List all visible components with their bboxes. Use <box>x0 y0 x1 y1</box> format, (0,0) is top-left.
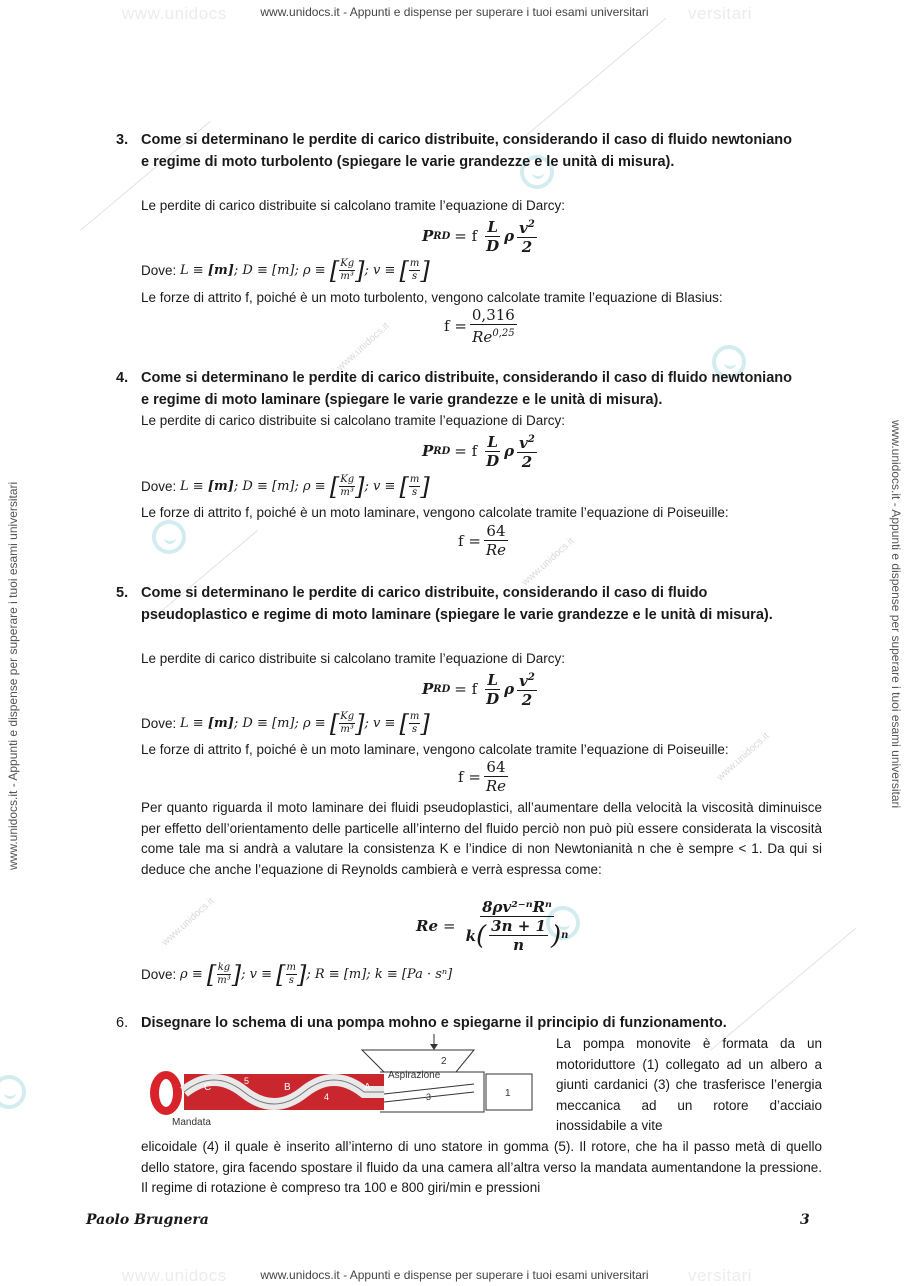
poiseuille-equation: f = $\frac{64}{Re}$ <box>458 522 507 559</box>
blasius-equation: f = $\frac{0,316}{Re^{0,25}}$ <box>444 306 515 346</box>
darcy-l-over-d: $\frac{L}{D}$ <box>486 217 500 255</box>
mohno-pump-diagram <box>144 1032 544 1132</box>
unidocs-logo-icon <box>0 1075 26 1109</box>
reynolds-equation: Re = 8ρv²⁻ⁿRⁿ k ( $\frac{3n + 1}{n}$ ) n <box>416 898 569 954</box>
label-4: 4 <box>324 1092 330 1102</box>
dove-units-line: Dove: L ≡ [m] ; D ≡ [m] ; ρ ≡ [ Kg m³ ] ; v ≡ [ m s ] <box>141 256 430 285</box>
question-number: 3. <box>116 132 129 148</box>
darcy-rho: ρ <box>504 227 515 245</box>
ghost-watermark-left-bottom: www.unidocs <box>122 1266 227 1285</box>
dove-label: Dove: <box>141 263 177 278</box>
darcy-intro: Le perdite di carico distribuite si calcolano tramite l’equazione di Darcy: <box>141 198 565 213</box>
darcy-v2-over-2: $\frac{v^2}{2}$ <box>517 216 537 256</box>
question-number: 6. <box>116 1015 129 1031</box>
right-side-watermark: www.unidocs.it - Appunti e dispense per superare i tuoi esami universitari <box>889 420 903 809</box>
darcy-lhs: P <box>422 227 434 245</box>
faint-site-watermark: www.unidocs.it <box>160 895 217 949</box>
question-3-heading <box>116 129 796 173</box>
darcy-lhs-sub: RD <box>433 230 451 242</box>
feed-arrow-head <box>430 1044 438 1050</box>
top-watermark-banner: www.unidocs.it - Appunti e dispense per superare i tuoi esami universitari <box>260 5 649 19</box>
darcy-intro: Le perdite di carico distribuite si calcolano tramite l’equazione di Darcy: <box>141 651 565 666</box>
darcy-equation <box>422 216 540 256</box>
reynolds-denominator: k ( $\frac{3n + 1}{n}$ ) n <box>465 917 569 954</box>
blasius-denominator: Re <box>472 328 493 346</box>
faint-site-watermark: www.unidocs.it <box>715 730 772 784</box>
label-2: 2 <box>441 1056 447 1067</box>
darcy-equation: P RD = f $\frac{L}{D}$ ρ $\frac{v^2}{2}$ <box>422 670 535 709</box>
reynolds-lhs: Re <box>416 917 439 935</box>
label-a: A <box>364 1082 371 1093</box>
bottom-watermark-banner: www.unidocs.it - Appunti e dispense per superare i tuoi esami universitari <box>260 1268 649 1282</box>
label-5: 5 <box>244 1076 250 1086</box>
faint-site-watermark: www.unidocs.it <box>520 535 577 589</box>
ghost-watermark-right-bottom: versitari <box>688 1266 753 1285</box>
blasius-intro: Le forze di attrito f, poiché è un moto turbolento, vengono calcolate tramite l’equazione di Blasius: <box>141 290 723 305</box>
label-aspirazione: Aspirazione <box>388 1070 441 1081</box>
question-number: 4. <box>116 370 129 386</box>
question-title: Come si determinano le perdite di carico distribuite, considerando il caso di fluido newtoniano e regime di moto laminare (spiegare le varie grandezze e le unità di misura). <box>141 370 792 408</box>
unidocs-logo-icon <box>152 520 186 554</box>
poiseuille-intro: Le forze di attrito f, poiché è un moto laminare, vengono calcolate tramite l’equazione di Poiseuille: <box>141 742 729 757</box>
question-title: Come si determinano le perdite di carico distribuite, considerando il caso di fluido pseudoplastico e regime di moto laminare (spiegare le varie grandezze e le unità di misura). <box>141 585 773 623</box>
footer-page-number: 3 <box>800 1212 810 1228</box>
label-b: B <box>284 1082 291 1093</box>
label-1: 1 <box>505 1088 511 1099</box>
dove-units-line: Dove: L ≡ [m] ; D ≡ [m] ; ρ ≡ [ Kg m³ ] ; v ≡ [ m s ] <box>141 709 430 738</box>
pump-description-body: elicoidale (4) il quale è inserito all’interno di uno statore in gomma (5). Il rotore, che ha il passo metà di quello dello statore, gira facendo spostare il fluido da una camera all’altra verso la mandata aumentandone la pressione. Il regime di rotazione è compreso tra 100 e 800 giri/min e pressioni <box>141 1139 822 1195</box>
pseudoplastic-paragraph: Per quanto riguarda il moto laminare dei fluidi pseudoplastici, all’aumentare della velocità la viscosità diminuisce per effetto dell’orientamento delle particelle all’interno del fluido perciò non può più essere considerata la viscosità come tale ma si andrà a valutare la consistenza K e l’indice di non Newtonianità n che è sempre < 1. Da qui si deduce che anche l’equazione di Reynolds cambierà e verrà espressa come: <box>141 800 822 877</box>
faint-site-watermark: www.unidocs.it <box>335 320 392 374</box>
question-4-heading <box>116 367 796 411</box>
label-mandata: Mandata <box>172 1117 211 1128</box>
question-5-heading <box>116 582 796 626</box>
dove-units-line: Dove: L ≡ [m] ; D ≡ [m] ; ρ ≡ [ Kg m³ ] ; v ≡ [ m s ] <box>141 472 430 501</box>
pump-description-side: La pompa monovite è formata da un motoriduttore (1) collegato ad un albero a giunti cardanici (3) che trasferisce l’energia meccanica ad un rotore d’acciaio inossidabile a vite <box>556 1036 822 1133</box>
footer-author: Paolo Brugnera <box>86 1212 209 1228</box>
reynolds-numerator: 8ρv²⁻ⁿRⁿ <box>482 898 552 916</box>
ghost-watermark-right: versitari <box>688 4 753 23</box>
dove5-units-line: Dove: ρ ≡ [ kg m³ ] ; v ≡ [ m s ] ; R ≡ [m]; k ≡ [Pa · sⁿ] <box>141 960 453 989</box>
suction-hopper <box>362 1050 474 1072</box>
ghost-watermark-left: www.unidocs <box>122 4 227 23</box>
question-6-heading <box>116 1012 796 1034</box>
blasius-numerator: 0,316 <box>471 306 515 324</box>
darcy-equals: = f <box>454 227 478 245</box>
label-c: C <box>204 1082 212 1093</box>
left-side-watermark: www.unidocs.it - Appunti e dispense per superare i tuoi esami universitari <box>6 481 20 870</box>
question-title: Come si determinano le perdite di carico distribuite, considerando il caso di fluido newtoniano e regime di moto turbolento (spiegare le varie grandezze e le unità di misura). <box>141 132 792 170</box>
poiseuille-equation: f = $\frac{64}{Re}$ <box>458 758 507 795</box>
poiseuille-intro: Le forze di attrito f, poiché è un moto laminare, vengono calcolate tramite l’equazione di Poiseuille: <box>141 505 729 520</box>
question-title: Disegnare lo schema di una pompa mohno e spiegarne il principio di funzionamento. <box>141 1015 727 1031</box>
diagonal-watermark-line <box>520 18 666 141</box>
darcy-equation: P RD = f $\frac{L}{D}$ ρ $\frac{v^2}{2}$ <box>422 432 535 471</box>
darcy-intro: Le perdite di carico distribuite si calcolano tramite l’equazione di Darcy: <box>141 413 565 428</box>
label-3: 3 <box>426 1092 432 1102</box>
outlet-ring-hole <box>159 1079 173 1107</box>
question-number: 5. <box>116 585 129 601</box>
